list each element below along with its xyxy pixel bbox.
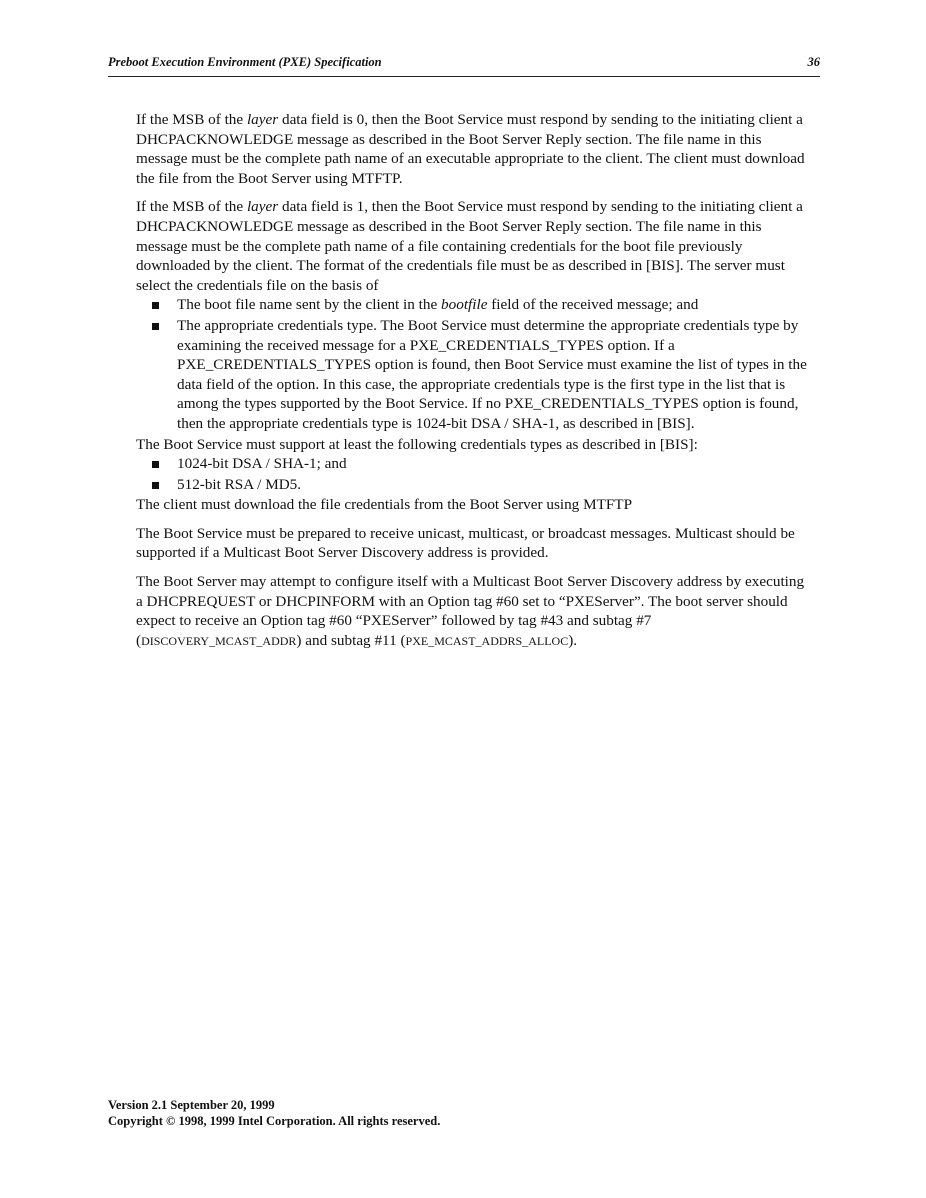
text-run: The appropriate credentials type. The Boot Service must determine the appropriate credentials type by examining the received message for a PXE_CREDENTIALS_TYPES option. If a PXE_CREDENTIALS_TYPES option is found, then Boot Service must examine the list of types in the data field of the option. In this case, the appropriate credentials type is the first type in the list that is among the types supported by the Boot Service. If no PXE_CREDENTIALS_TYPES option is found, then the appropriate credentials type is 1024-bit DSA / SHA-1, as described in [BIS]. bbox=[177, 316, 807, 432]
document-title: Preboot Execution Environment (PXE) Specification bbox=[108, 55, 382, 69]
page-footer bbox=[108, 1097, 440, 1129]
small-caps-term: DISCOVERY_MCAST_ADDR bbox=[141, 633, 297, 648]
copyright-line: Copyright © 1998, 1999 Intel Corporation. All rights reserved. bbox=[108, 1114, 441, 1128]
paragraph-layer-one bbox=[136, 197, 812, 295]
bullet-square-icon bbox=[152, 482, 159, 489]
list-item bbox=[136, 295, 812, 315]
text-run: data field is 1, then the Boot Service must respond by sending to the initiating client a DHCPACKNOWLEDGE message as described in the Boot Server Reply section. The file name in this message must be the complete path name of a file containing credentials for the boot file previously downloaded by the client. The format of the credentials file must be as described in [BIS]. The server must select the credentials file on the basis of bbox=[136, 198, 803, 294]
paragraph-supported-types: The Boot Service must support at least the following credentials types as described in [BIS]: bbox=[136, 435, 698, 453]
emphasis-bootfile: bootfile bbox=[441, 296, 488, 314]
page-number: 36 bbox=[807, 55, 820, 69]
bullet-square-icon bbox=[152, 323, 159, 330]
text-run: The Boot Server may attempt to configure itself with a Multicast Boot Server Discovery address by executing a DHCPREQUEST or DHCPINFORM with an Option tag #60 set to “PXEServer”. The boot server should expect to receive an Option tag #60 “PXEServer” followed by tag #43 and subtag #7 ( bbox=[136, 573, 805, 649]
paragraph-multicast-config bbox=[136, 572, 812, 651]
header-rule bbox=[108, 76, 820, 77]
bullet-square-icon bbox=[152, 461, 159, 468]
bullet-square-icon bbox=[152, 302, 159, 309]
credentials-basis-list bbox=[136, 295, 812, 433]
list-item bbox=[136, 454, 812, 474]
text-run: 512-bit RSA / MD5. bbox=[177, 475, 302, 493]
emphasis-layer: layer bbox=[246, 198, 279, 216]
text-run: 1024-bit DSA / SHA-1; and bbox=[177, 455, 347, 473]
text-run: ) and subtag #11 ( bbox=[296, 631, 406, 649]
text-run: If the MSB of the bbox=[136, 111, 247, 128]
paragraph-layer-zero bbox=[136, 110, 812, 188]
text-run: field of the received message; and bbox=[487, 296, 699, 314]
text-run: ). bbox=[568, 631, 578, 649]
emphasis-layer: layer bbox=[246, 111, 279, 128]
paragraph-message-types: The Boot Service must be prepared to receive unicast, multicast, or broadcast messages. Multicast should be supported if a Multicast Boot Server Discovery address is provided. bbox=[136, 524, 795, 562]
text-run: The boot file name sent by the client in the bbox=[177, 296, 442, 314]
paragraph-download-credentials: The client must download the file credentials from the Boot Server using MTFTP bbox=[136, 496, 633, 514]
small-caps-term: PXE_MCAST_ADDRS_ALLOC bbox=[405, 633, 569, 648]
page-body bbox=[136, 110, 812, 660]
text-run: If the MSB of the bbox=[136, 198, 247, 216]
credentials-types-list bbox=[136, 454, 812, 494]
version-line: Version 2.1 September 20, 1999 bbox=[108, 1098, 275, 1112]
list-item bbox=[136, 316, 812, 434]
list-item bbox=[136, 475, 812, 495]
text-run: data field is 0, then the Boot Service must respond by sending to the initiating client a DHCPACKNOWLEDGE message as described in the Boot Server Reply section. The file name in this message must be the complete path name of an executable appropriate to the client. The client must download the file from the Boot Server using MTFTP. bbox=[136, 111, 805, 187]
